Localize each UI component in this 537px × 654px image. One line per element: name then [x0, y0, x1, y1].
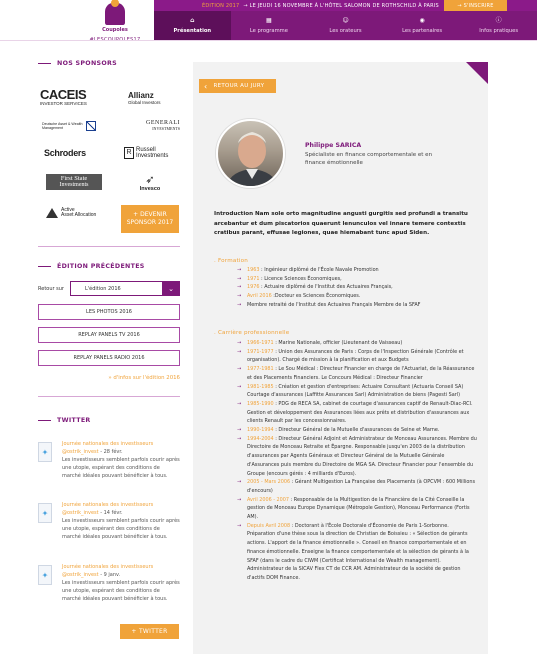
edition-select-value: L'édition 2016 [85, 285, 121, 292]
announcement-text: → LE JEUDI 16 NOVEMBRE À L'HÔTEL SALOMON DE ROTHSCHILD À PARIS [243, 2, 439, 9]
list-item [237, 283, 477, 292]
sponsor-button-line2: SPONSOR 2017 [126, 219, 174, 226]
item-year: 1971 [247, 275, 260, 282]
sponsors-title: NOS SPONSORS [38, 60, 180, 67]
sponsor-sub: INVESTMENTS [152, 125, 180, 131]
tweet-title[interactable]: Journée nationales des investisseurs [62, 441, 154, 447]
sponsor-russell[interactable] [124, 145, 180, 161]
previous-heading [38, 263, 180, 270]
nav-item-label: Présentation [173, 27, 212, 34]
sponsor-name: CACEIS [40, 86, 87, 102]
back-label: RETOUR AU JURY [213, 83, 265, 89]
sidebar-divider [38, 396, 180, 397]
calendar-icon: ▦ [266, 16, 272, 24]
sponsor-generali[interactable] [124, 118, 180, 132]
list-item [237, 275, 477, 284]
tweet-date: - 28 févr. [100, 449, 123, 455]
sponsor-invesco[interactable] [135, 172, 165, 194]
sponsor-button-line1: + DEVENIR [133, 211, 167, 218]
item-year: 1963 [247, 267, 260, 273]
chevron-down-icon[interactable]: ⌄ [162, 281, 180, 296]
edition-select[interactable] [70, 281, 180, 296]
list-item [237, 266, 477, 275]
sidebar-divider [38, 246, 180, 247]
panel-corner [466, 62, 488, 84]
portrait-icon [218, 121, 285, 188]
item-text: : Directeur Général de la Mutuelle d'assurances de Seine et Marne. [273, 427, 440, 434]
item-year: 1990-1994 [247, 427, 274, 434]
career-title: . Carrière professionnelle [214, 330, 290, 336]
sponsors-heading [38, 60, 180, 67]
item-text: : Gérant Multigestion La Française des Placements (à OPCVM : 600 Millions d'encours) [247, 479, 476, 494]
formation-title: . Formation [214, 258, 248, 264]
list-item [237, 400, 477, 426]
invesco-logo-icon: ➶ [145, 173, 155, 186]
sponsor-sub: Investments [136, 153, 169, 159]
tweet-handle[interactable]: @ostrik_invest [62, 572, 99, 578]
sponsor-name: Russell [136, 147, 156, 153]
twitter-title: TWITTER [38, 417, 180, 424]
list-item [237, 496, 477, 522]
info-icon: ⓘ [495, 16, 502, 24]
announcement-bar [154, 0, 537, 11]
header-divider [0, 40, 537, 41]
sponsor-sub: Asset Allocation [61, 212, 97, 218]
twitter-button[interactable]: + TWITTER [120, 624, 179, 639]
list-item [237, 426, 477, 435]
replay-radio-button[interactable]: REPLAY PANELS RADIO 2016 [38, 350, 180, 366]
item-year: 1971-1977 [247, 348, 274, 355]
speaker-name: Philippe SARICA [305, 142, 362, 149]
tweet-date: - 14 févr. [100, 510, 123, 516]
speaker-intro: Introduction Nam sole orto magnitudine angusti gurgitis sed profundi a transitu arcebantur et dum piscatorios quaerunt lenunculos vel innare temere contextis cratibus parant, effusae legiones, quae hiemabant tunc apud Siden. [214, 211, 468, 236]
nav-item-programme[interactable] [231, 11, 308, 40]
tweet-text: Les investisseurs semblent parfois courir après une utopie, espérant des conditions de marché idéales pouvant bénéficier à tous. [62, 580, 180, 602]
list-item [237, 478, 477, 495]
item-year: 1981-1985 [247, 383, 274, 390]
become-sponsor-button[interactable] [121, 205, 179, 233]
home-icon: ⌂ [190, 16, 195, 24]
nav-item-label: Le programme [249, 27, 288, 34]
russell-logo-icon: R [124, 147, 134, 159]
tweet-text: Les investisseurs semblent parfois courir après une utopie, espérant des conditions de marché idéales pouvant bénéficier à tous. [62, 518, 180, 540]
deutsche-logo-icon [86, 121, 96, 131]
list-item [237, 383, 477, 400]
twitter-bird-icon: ✦ [38, 442, 52, 462]
twitter-heading [38, 417, 180, 424]
list-item [237, 348, 477, 365]
formation-list [237, 266, 477, 310]
sponsor-first-state[interactable] [46, 174, 102, 190]
item-text: : Union des Assurances de Paris : Corps de l'Inspection Générale (Contrôle et organisation). Chargé de mission à la planification et aux Budgets [247, 348, 464, 364]
item-text: : Actuaire diplômé de l'Institut des Actuaires Français, [259, 284, 393, 291]
sponsor-name: Deutsche Asset & Wealth Management [42, 121, 83, 130]
nav-item-infos[interactable] [460, 11, 537, 40]
speakers-icon: ☺ [342, 16, 349, 24]
career-list [237, 339, 477, 583]
sponsor-deutsche[interactable] [42, 119, 102, 133]
item-year: 1985-1990 [247, 400, 274, 407]
tweet-title[interactable]: Journée nationales des investisseurs [62, 564, 154, 570]
sponsor-sub: Global Investors [128, 100, 161, 105]
tweet-title[interactable]: Journée nationales des investisseurs [62, 502, 154, 508]
item-text: Membre retraité de l'Institut des Actuaires Français Membre de la SFAF [247, 301, 421, 308]
nav-item-presentation[interactable] [154, 11, 231, 40]
sponsor-allianz[interactable] [128, 88, 178, 108]
list-item [237, 292, 477, 301]
list-item [237, 301, 477, 310]
list-item [237, 522, 477, 583]
item-year: Depuis Avril 2008 [247, 522, 291, 529]
item-text: : Création et gestion d'entreprises: Actuaire Consultant (Actuaria Conseil SA) Courtage d'assurances (Laffitte Assurances Sarl) Administration de biens (Pagesti Sarl) [247, 383, 464, 399]
tweet-handle[interactable]: @ostrik_invest [62, 510, 99, 516]
item-text: : Licence Sciences Économiques, [259, 275, 342, 282]
sponsor-caceis[interactable] [40, 86, 106, 108]
nav-item-label: Les orateurs [329, 27, 362, 34]
item-year: Avril 2016 [247, 293, 272, 300]
sponsor-name: GENERALI [146, 119, 180, 126]
back-to-jury-button[interactable] [199, 79, 276, 93]
sponsor-name: Allianz [128, 91, 154, 100]
photos-2016-button[interactable]: LES PHOTOS 2016 [38, 304, 180, 320]
item-year: 1994-2004 [247, 435, 274, 442]
sponsors-grid [38, 84, 180, 234]
tweet-date: - 9 janv. [100, 572, 121, 578]
item-year: 1977-1981 [247, 366, 274, 373]
list-item [237, 365, 477, 382]
dome-logo-icon [105, 3, 125, 25]
sponsor-name: Active [61, 207, 75, 213]
list-item [237, 435, 477, 479]
partners-icon: ◉ [419, 16, 425, 24]
list-item [237, 339, 477, 348]
sponsor-name: Invesco [139, 185, 161, 192]
item-text: : Le Sou Médical : Directeur Financier en charge de l'Actuariat, de la Réassurance et des Placements Financiers. Le Concours Médical : Directeur Financier [247, 366, 475, 381]
speaker-photo [216, 119, 285, 188]
sponsor-schroders[interactable] [44, 146, 104, 160]
speaker-role: Spécialiste en finance comportementale et en finance émotionnelle [305, 152, 433, 166]
edition-label: ÉDITION 2017 [202, 2, 240, 9]
twitter-bird-icon: ✦ [38, 503, 52, 523]
more-info-link[interactable]: » d'infos sur l'édition 2016 [108, 375, 180, 381]
sponsor-sub: Investments [59, 182, 89, 188]
nav-item-label: Infos pratiques [479, 27, 519, 34]
sponsor-name: First State [60, 175, 88, 182]
nav-item-partenaires[interactable] [384, 11, 461, 40]
item-text: : Directeur Général Adjoint et Administrateur de Monceau Assurances. Membre du Directoire de Monceau Retraite et Épargne. Responsable jusqu'en 2003 de la distribution d'assurances par Agents Généraux et Directeur Général de la Mutuelle Générale d'Assurances puis membre du Directoire de MGA SA. Directeur Financier pour l'ensemble du Groupe (encours gérés : 4 milliards d'Euros). [247, 435, 477, 477]
item-text: : Doctorant à l'École Doctorale d'Économie de Paris 1-Sorbonne. Préparation d'une thèse sous la direction de Christian de Boissieu : « Sélection de gérants actions. L'apport de la finance émotionnelle ». Conseil en finance comportementale et en finance émotionnelle. Enseigne la finance comportementale et la sélection de gérants à la SFAF (dans le cadre du CIWM (Certificat International de Wealth management). Administrateur de la SICAV Flex CT de CCR AM. Administrateur de la société de gestion d'actifs DOM Finance. [247, 522, 469, 581]
chevron-left-icon: ‹ [204, 81, 208, 91]
replay-tv-button[interactable]: REPLAY PANELS TV 2016 [38, 327, 180, 343]
logo-name: Coupoles [102, 27, 128, 33]
tweet-handle[interactable]: @ostrik_invest [62, 449, 99, 455]
item-year: 2005 - Mars 2006 [247, 479, 291, 486]
tweet-text: Les investisseurs semblent parfois courir après une utopie, espérant des conditions de marché idéales pouvant bénéficier à tous. [62, 457, 180, 479]
previous-title: ÉDITION PRÉCÉDENTES [38, 263, 180, 270]
retour-label: Retour sur [38, 286, 64, 292]
item-year: 1966-1971 [247, 340, 274, 346]
register-button[interactable]: → S'INSCRIRE [444, 0, 507, 11]
nav-item-orateurs[interactable] [307, 11, 384, 40]
item-text: : Marine Nationale, officier (Lieutenant de Vaisseau) [273, 340, 403, 346]
mountain-logo-icon [46, 208, 58, 218]
speaker-profile-panel [193, 62, 488, 654]
sponsor-active-asset[interactable] [46, 202, 102, 224]
item-text: :Docteur es Sciences Économiques. [271, 293, 361, 300]
item-text: : PDG de RECA SA, cabinet de courtage d'assurances captif de Renault-Diac-RCI. Gestion et développement des Assurances liées aux prêts et distribution d'assurances aux clients Renault par les concessionnaires. [247, 400, 473, 425]
item-text: : Ingénieur diplômé de l'École Navale Promotion [259, 267, 379, 273]
main-nav [154, 11, 537, 40]
sponsor-sub: INVESTOR SERVICES [40, 100, 87, 106]
nav-item-label: Les partenaires [402, 27, 443, 34]
sponsor-name: Schroders [44, 148, 86, 158]
item-year: Avril 2006 - 2007 [247, 496, 290, 503]
item-year: 1976 [247, 284, 260, 291]
item-text: : Responsable de la Multigestion de la Financière de la Cité Conseille la gestion de Monceau Europe Dynamique (Métropole Gestion), Monceau Performance (Fortis AM). [247, 496, 470, 521]
twitter-bird-icon: ✦ [38, 565, 52, 585]
